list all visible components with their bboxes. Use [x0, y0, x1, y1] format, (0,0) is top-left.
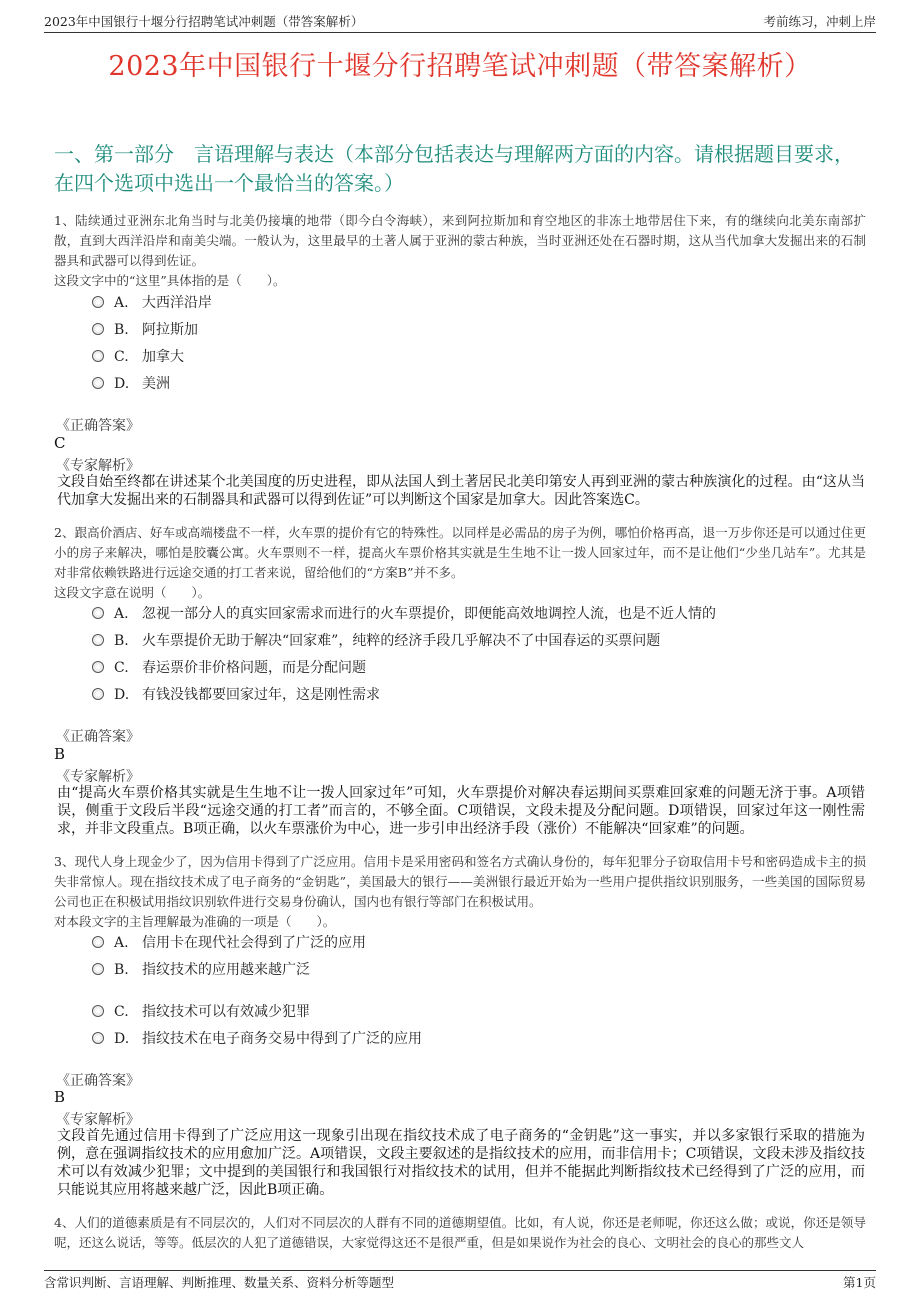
- page-header: [44, 10, 876, 33]
- question-stem: 1、陆续通过亚洲东北角当时与北美仍接壤的地带（即今白令海峡），来到阿拉斯加和育空地区的非冻土地带居住下来，有的继续向北美东南部扩散，直到大西洋沿岸和南美尖端。一般认为，这里最早的土著人属于亚洲的蒙古种族，当时亚洲还处在石器时期，这从当代加拿大发掘出来的石制器具和武器可以得到佐证。: [54, 213, 866, 268]
- option-1d[interactable]: D. 美洲: [92, 373, 170, 397]
- option-2b[interactable]: B. 火车票提价无助于解决“回家难”，纯粹的经济手段几乎解决不了中国春运的买票问题: [92, 630, 660, 654]
- radio-icon[interactable]: [92, 377, 104, 389]
- question-stem: 2、跟高价酒店、好车或高端楼盘不一样，火车票的提价有它的特殊性。以同样是必需品的房子为例，哪怕价格再高，退一万步你还是可以通过住更小的房子来解决，哪怕是胶囊公寓。火车票则不一样，提高火车票价格其实就是生生地不让一拨人回家过年，而不是让他们“少坐几站车”。尤其是对非常依赖铁路进行远途交通的打工者来说，留给他们的“方案B”并不多。: [54, 525, 866, 580]
- option-3b[interactable]: B. 指纹技术的应用越来越广泛: [92, 959, 310, 983]
- page-title: 2023年中国银行十堰分行招聘笔试冲刺题（带答案解析）: [108, 51, 812, 82]
- analysis-label: 《专家解析》: [56, 1112, 140, 1128]
- answer-label: 《正确答案》: [56, 418, 140, 434]
- question-4: [54, 1213, 866, 1253]
- radio-icon[interactable]: [92, 634, 104, 646]
- question-1: [54, 211, 866, 291]
- question-prompt: 这段文字中的“这里”具体指的是（ ）。: [54, 273, 286, 288]
- analysis-label: 《专家解析》: [56, 769, 140, 785]
- answer-label: 《正确答案》: [56, 729, 140, 745]
- option-3a[interactable]: A. 信用卡在现代社会得到了广泛的应用: [92, 932, 366, 956]
- answer-label: 《正确答案》: [56, 1073, 140, 1089]
- radio-icon[interactable]: [92, 688, 104, 700]
- answer-value: B: [54, 1088, 66, 1106]
- analysis-text: 文段自始至终都在讲述某个北美国度的历史进程，即从法国人到土著居民北美印第安人再到亚洲的蒙古种族演化的过程。由“这从当代加拿大发掘出来的石制器具和武器可以得到佐证”可以判断这个国家是加拿大。因此答案选C。: [57, 474, 865, 508]
- option-2d[interactable]: D. 有钱没钱都要回家过年，这是刚性需求: [92, 684, 380, 708]
- analysis-label: 《专家解析》: [56, 458, 140, 474]
- analysis-text: 文段首先通过信用卡得到了广泛应用这一现象引出现在指纹技术成了电子商务的“金钥匙”这一事实，并以多家银行采取的措施为例，意在强调指纹技术的应用愈加广泛。A项错误，文段主要叙述的是指纹技术的应用，而非信用卡；C项错误，文段未涉及指纹技术可以有效减少犯罪；文中提到的美国银行和我国银行对指纹技术的试用，但并不能据此判断指纹技术已经得到了广泛的应用，而只能说其应用将越来越广泛，因此B项正确。: [57, 1128, 865, 1198]
- radio-icon[interactable]: [92, 296, 104, 308]
- radio-icon[interactable]: [92, 963, 104, 975]
- radio-icon[interactable]: [92, 1032, 104, 1044]
- option-1a[interactable]: A. 大西洋沿岸: [92, 292, 212, 316]
- radio-icon[interactable]: [92, 607, 104, 619]
- radio-icon[interactable]: [92, 1005, 104, 1017]
- radio-icon[interactable]: [92, 323, 104, 335]
- option-1b[interactable]: B. 阿拉斯加: [92, 319, 198, 343]
- answer-value: B: [54, 745, 66, 763]
- question-prompt: 这段文字意在说明（ ）。: [54, 585, 211, 600]
- question-stem: 4、人们的道德素质是有不同层次的，人们对不同层次的人群有不同的道德期望值。比如，有人说，你还是老师呢，你还这么做；或说，你还是领导呢，还这么说话，等等。低层次的人犯了道德错误，大家觉得这还不是很严重，但是如果说作为社会的良心、文明社会的良心的那些文人: [54, 1215, 866, 1250]
- option-3d[interactable]: D. 指纹技术在电子商务交易中得到了广泛的应用: [92, 1028, 422, 1052]
- answer-value: C: [54, 434, 66, 452]
- section-heading: 一、第一部分 言语理解与表达（本部分包括表达与理解两方面的内容。请根据题目要求，在四个选项中选出一个最恰当的答案。）: [54, 142, 854, 195]
- radio-icon[interactable]: [92, 661, 104, 673]
- radio-icon[interactable]: [92, 936, 104, 948]
- question-stem: 3、现代人身上现金少了，因为信用卡得到了广泛应用。信用卡是采用密码和签名方式确认身份的，每年犯罪分子窃取信用卡号和密码造成卡主的损失非常惊人。现在指纹技术成了电子商务的“金钥匙”，美国最大的银行——美洲银行最近开始为一些用户提供指纹识别服务，一些美国的国际贸易公司也正在积极试用指纹识别软件进行交易身份确认，国内也有银行等部门在积极试用。: [54, 854, 866, 909]
- radio-icon[interactable]: [92, 350, 104, 362]
- footer-topics: 含常识判断、言语理解、判断推理、数量关系、资料分析等题型: [44, 1275, 395, 1290]
- option-3c[interactable]: C. 指纹技术可以有效减少犯罪: [92, 1001, 310, 1025]
- option-1c[interactable]: C. 加拿大: [92, 346, 184, 370]
- analysis-text: 由“提高火车票价格其实就是生生地不让一拨人回家过年”可知，火车票提价对解决春运期间买票难回家难的问题无济于事。A项错误，侧重于文段后半段“远途交通的打工者”而言的，不够全面。C项错误，文段未提及分配问题。D项错误，回家过年这一刚性需求，并非文段重点。B项正确，以火车票涨价为中心，进一步引申出经济手段（涨价）不能解决“回家难”的问题。: [57, 785, 865, 837]
- question-prompt: 对本段文字的主旨理解最为准确的一项是（ ）。: [54, 914, 336, 929]
- question-2: [54, 523, 866, 603]
- page-footer: [44, 1270, 876, 1291]
- option-2a[interactable]: A. 忽视一部分人的真实回家需求而进行的火车票提价，即便能高效地调控人流，也是不近人情的: [92, 603, 716, 627]
- option-2c[interactable]: C. 春运票价非价格问题，而是分配问题: [92, 657, 366, 681]
- page-number: 第1页: [843, 1275, 876, 1290]
- header-doc-title: 2023年中国银行十堰分行招聘笔试冲刺题（带答案解析）: [44, 14, 364, 29]
- question-3: [54, 852, 866, 932]
- header-slogan: 考前练习，冲刺上岸: [763, 14, 876, 29]
